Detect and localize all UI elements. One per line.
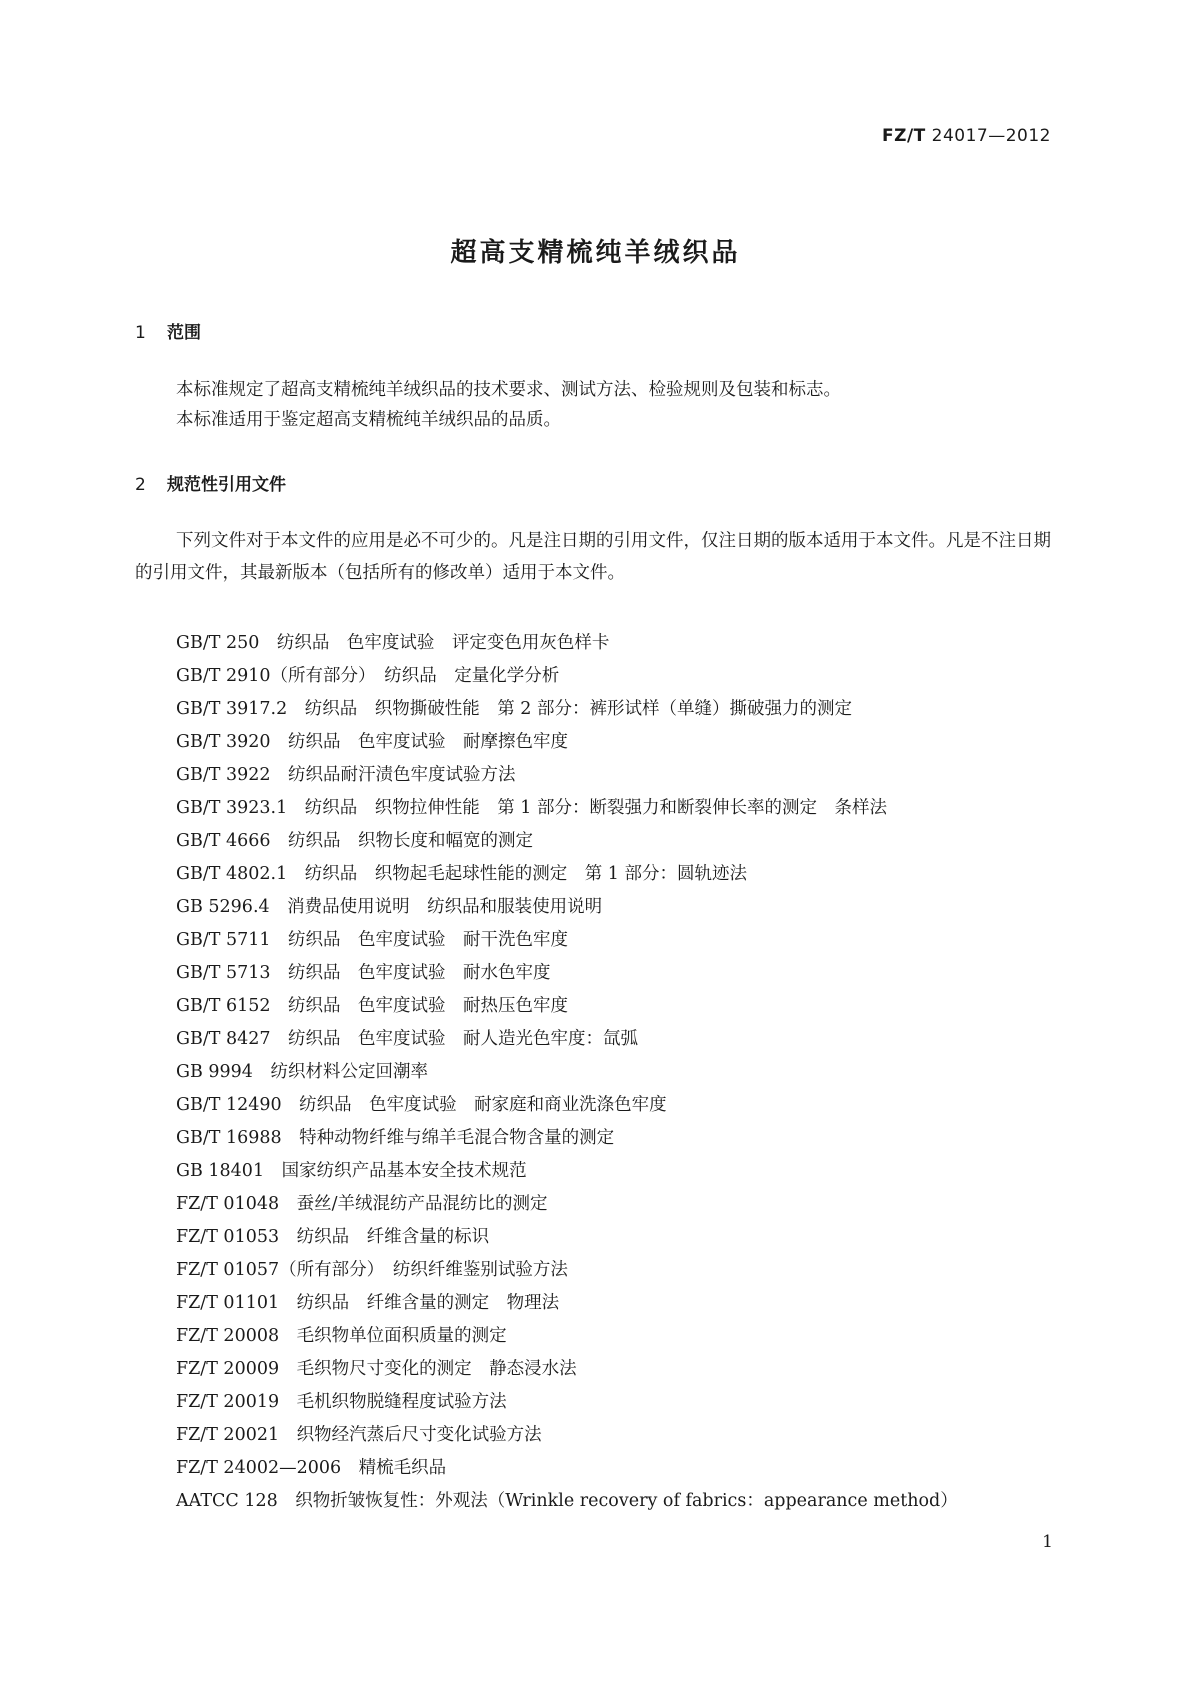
section-2-number: 2 — [135, 475, 146, 495]
reference-item: FZ/T 20008 毛织物单位面积质量的测定 — [176, 1326, 507, 1346]
standard-code — [882, 126, 1051, 146]
reference-item: GB 5296.4 消费品使用说明 纺织品和服装使用说明 — [176, 897, 603, 917]
reference-item: GB/T 16988 特种动物纤维与绵羊毛混合物含量的测定 — [176, 1128, 615, 1148]
reference-item: GB/T 3923.1 纺织品 织物拉伸性能 第 1 部分：断裂强力和断裂伸长率的测定 条样法 — [176, 798, 887, 818]
reference-item: GB/T 12490 纺织品 色牢度试验 耐家庭和商业洗涤色牢度 — [176, 1095, 667, 1115]
reference-item: GB/T 4802.1 纺织品 织物起毛起球性能的测定 第 1 部分：圆轨迹法 — [176, 864, 747, 884]
reference-item: GB/T 4666 纺织品 织物长度和幅宽的测定 — [176, 831, 534, 851]
page-number: 1 — [1042, 1532, 1053, 1552]
reference-item: GB/T 3922 纺织品耐汗渍色牢度试验方法 — [176, 765, 516, 785]
reference-item: GB/T 5711 纺织品 色牢度试验 耐干洗色牢度 — [176, 930, 569, 950]
section-1-title: 范围 — [167, 323, 201, 343]
reference-item: FZ/T 01048 蚕丝/羊绒混纺产品混纺比的测定 — [176, 1194, 548, 1214]
reference-item: GB/T 250 纺织品 色牢度试验 评定变色用灰色样卡 — [176, 633, 610, 653]
reference-item: FZ/T 20019 毛机织物脱缝程度试验方法 — [176, 1392, 507, 1412]
reference-item: GB/T 2910（所有部分） 纺织品 定量化学分析 — [176, 666, 560, 686]
section-2-intro: 下列文件对于本文件的应用是必不可少的。凡是注日期的引用文件，仅注日期的版本适用于本文件。凡是不注日期的引用文件，其最新版本（包括所有的修改单）适用于本文件。 — [135, 531, 1051, 583]
reference-list — [176, 627, 958, 1518]
reference-item: AATCC 128 织物折皱恢复性：外观法（Wrinkle recovery of fabrics：appearance method） — [176, 1491, 958, 1511]
reference-item: FZ/T 01101 纺织品 纤维含量的测定 物理法 — [176, 1293, 560, 1313]
reference-item: FZ/T 20021 织物经汽蒸后尺寸变化试验方法 — [176, 1425, 542, 1445]
reference-item: GB/T 5713 纺织品 色牢度试验 耐水色牢度 — [176, 963, 551, 983]
reference-item: GB/T 6152 纺织品 色牢度试验 耐热压色牢度 — [176, 996, 569, 1016]
document-title: 超高支精梳纯羊绒织品 — [450, 238, 741, 268]
section-1-paragraph-1: 本标准规定了超高支精梳纯羊绒织品的技术要求、测试方法、检验规则及包装和标志。 — [176, 380, 841, 400]
reference-item: GB 9994 纺织材料公定回潮率 — [176, 1062, 428, 1082]
reference-item: GB/T 8427 纺织品 色牢度试验 耐人造光色牢度：氙弧 — [176, 1029, 639, 1049]
reference-item: GB/T 3917.2 纺织品 织物撕破性能 第 2 部分：裤形试样（单缝）撕破强力的测定 — [176, 699, 852, 719]
reference-item: FZ/T 20009 毛织物尺寸变化的测定 静态浸水法 — [176, 1359, 577, 1379]
standard-number: 24017—2012 — [931, 126, 1051, 146]
standard-prefix: FZ/T — [882, 126, 926, 146]
section-2-title: 规范性引用文件 — [167, 475, 286, 495]
section-1-heading — [135, 318, 201, 343]
reference-item: FZ/T 01053 纺织品 纤维含量的标识 — [176, 1227, 490, 1247]
section-1-paragraph-2: 本标准适用于鉴定超高支精梳纯羊绒织品的品质。 — [176, 410, 561, 430]
reference-item: FZ/T 24002—2006 精梳毛织品 — [176, 1458, 447, 1478]
section-2-heading — [135, 470, 286, 495]
section-1-number: 1 — [135, 323, 146, 343]
reference-item: GB/T 3920 纺织品 色牢度试验 耐摩擦色牢度 — [176, 732, 569, 752]
reference-item: GB 18401 国家纺织产品基本安全技术规范 — [176, 1161, 527, 1181]
reference-item: FZ/T 01057（所有部分） 纺织纤维鉴别试验方法 — [176, 1260, 568, 1280]
